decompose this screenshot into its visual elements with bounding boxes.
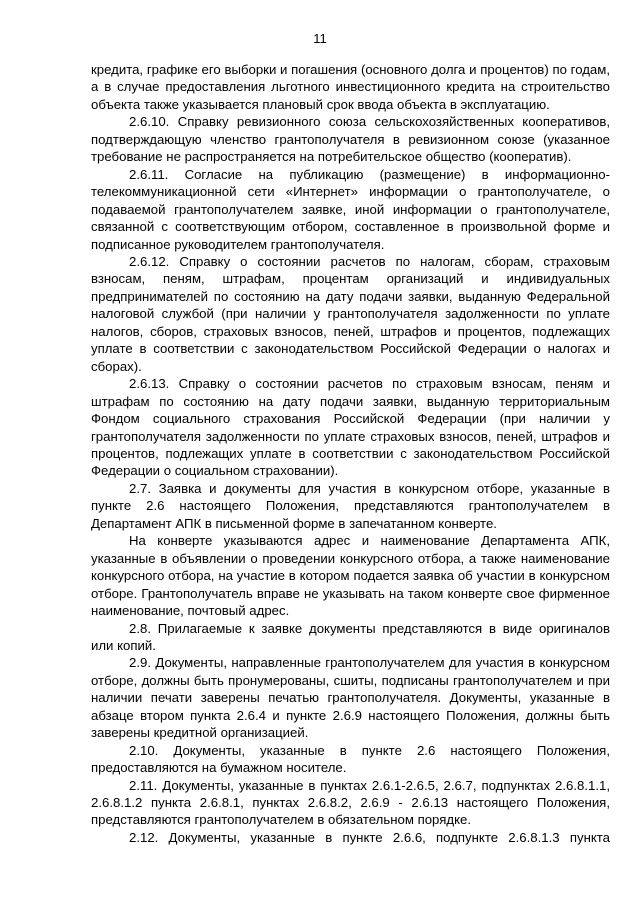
paragraph-2-11: 2.11. Документы, указанные в пунктах 2.6.1-2.6.5, 2.6.7, подпунктах 2.6.8.1.1, 2.6.8.1.2 пункта 2.6.8.1, пунктах 2.6.8.2, 2.6.9 - 2.6.13 настоящего Положения, представляются грантополучателем в обязательном порядке. — [91, 777, 610, 828]
paragraph-2-7-envelope: На конверте указываются адрес и наименование Департамента АПК, указанные в объявлении о проведении конкурсного отбора, а также наименование конкурсного отбора, на участие в котором подается заявка об участии в конкурсном отборе. Грантополучатель вправе не указывать на таком конверте свое фирменное наименование, почтовый адрес. — [91, 533, 610, 619]
paragraph-2-6-13: 2.6.13. Справку о состоянии расчетов по страховым взносам, пеням и штрафам по состоянию на дату подачи заявки, выданную территориальным Фондом социального страхования Российской Федерации (при наличии у грантополучателя задолженности по уплате страховых взносов, пеней, штрафов и процентов, подлежащих уплате в соответствии с законодательством Российской Федерации о социальном страховании). — [91, 376, 610, 479]
document-body — [91, 61, 610, 846]
paragraph-2-9: 2.9. Документы, направленные грантополучателем для участия в конкурсном отборе, должны быть пронумерованы, сшиты, подписаны грантополучателем и при наличии печати заверены печатью грантополучателя. Документы, указанные в абзаце втором пункта 2.6.4 и пункте 2.6.9 настоящего Положения, должны быть заверены кредитной организацией. — [91, 655, 610, 741]
paragraph-2-7: 2.7. Заявка и документы для участия в конкурсном отборе, указанные в пункте 2.6 настоящего Положения, представляются грантополучателем в Департамент АПК в письменной форме в запечатанном конверте. — [91, 480, 610, 531]
paragraph-2-10: 2.10. Документы, указанные в пункте 2.6 настоящего Положения, предоставляются на бумажном носителе. — [91, 742, 610, 776]
paragraph-2-6-10: 2.6.10. Справку ревизионного союза сельскохозяйственных кооперативов, подтверждающую членство грантополучателя в ревизионном союзе (указанное требование не распространяется на потребительское общество (кооператив). — [91, 114, 610, 165]
paragraph-2-6-11: 2.6.11. Согласие на публикацию (размещение) в информационно-телекоммуникационной сети «Интернет» информации о грантополучателе, о подаваемой грантополучателем заявке, иной информации о грантополучателе, связанной с соответствующим отбором, составленное в произвольной форме и подписанное руководителем грантополучателя. — [91, 166, 610, 252]
page-number: 11 — [313, 31, 327, 46]
paragraph-2-12: 2.12. Документы, указанные в пункте 2.6.6, подпункте 2.6.8.1.3 пункта — [129, 829, 610, 845]
paragraph-continuation: кредита, графике его выборки и погашения (основного долга и процентов) по годам, а в случае предоставления льготного инвестиционного кредита на строительство объекта также указывается плановый срок ввода объекта в эксплуатацию. — [91, 62, 610, 112]
paragraph-2-6-12: 2.6.12. Справку о состоянии расчетов по налогам, сборам, страховым взносам, пеням, штрафам, процентам организаций и индивидуальных предпринимателей по состоянию на дату подачи заявки, выданную Федеральной налоговой службой (при наличии у грантополучателя задолженности по уплате налогов, сборов, страховых взносов, пеней, штрафов и процентов, подлежащих уплате в соответствии с законодательством Российской Федерации о налогах и сборах). — [91, 253, 610, 374]
paragraph-2-8: 2.8. Прилагаемые к заявке документы представляются в виде оригиналов или копий. — [91, 620, 610, 653]
